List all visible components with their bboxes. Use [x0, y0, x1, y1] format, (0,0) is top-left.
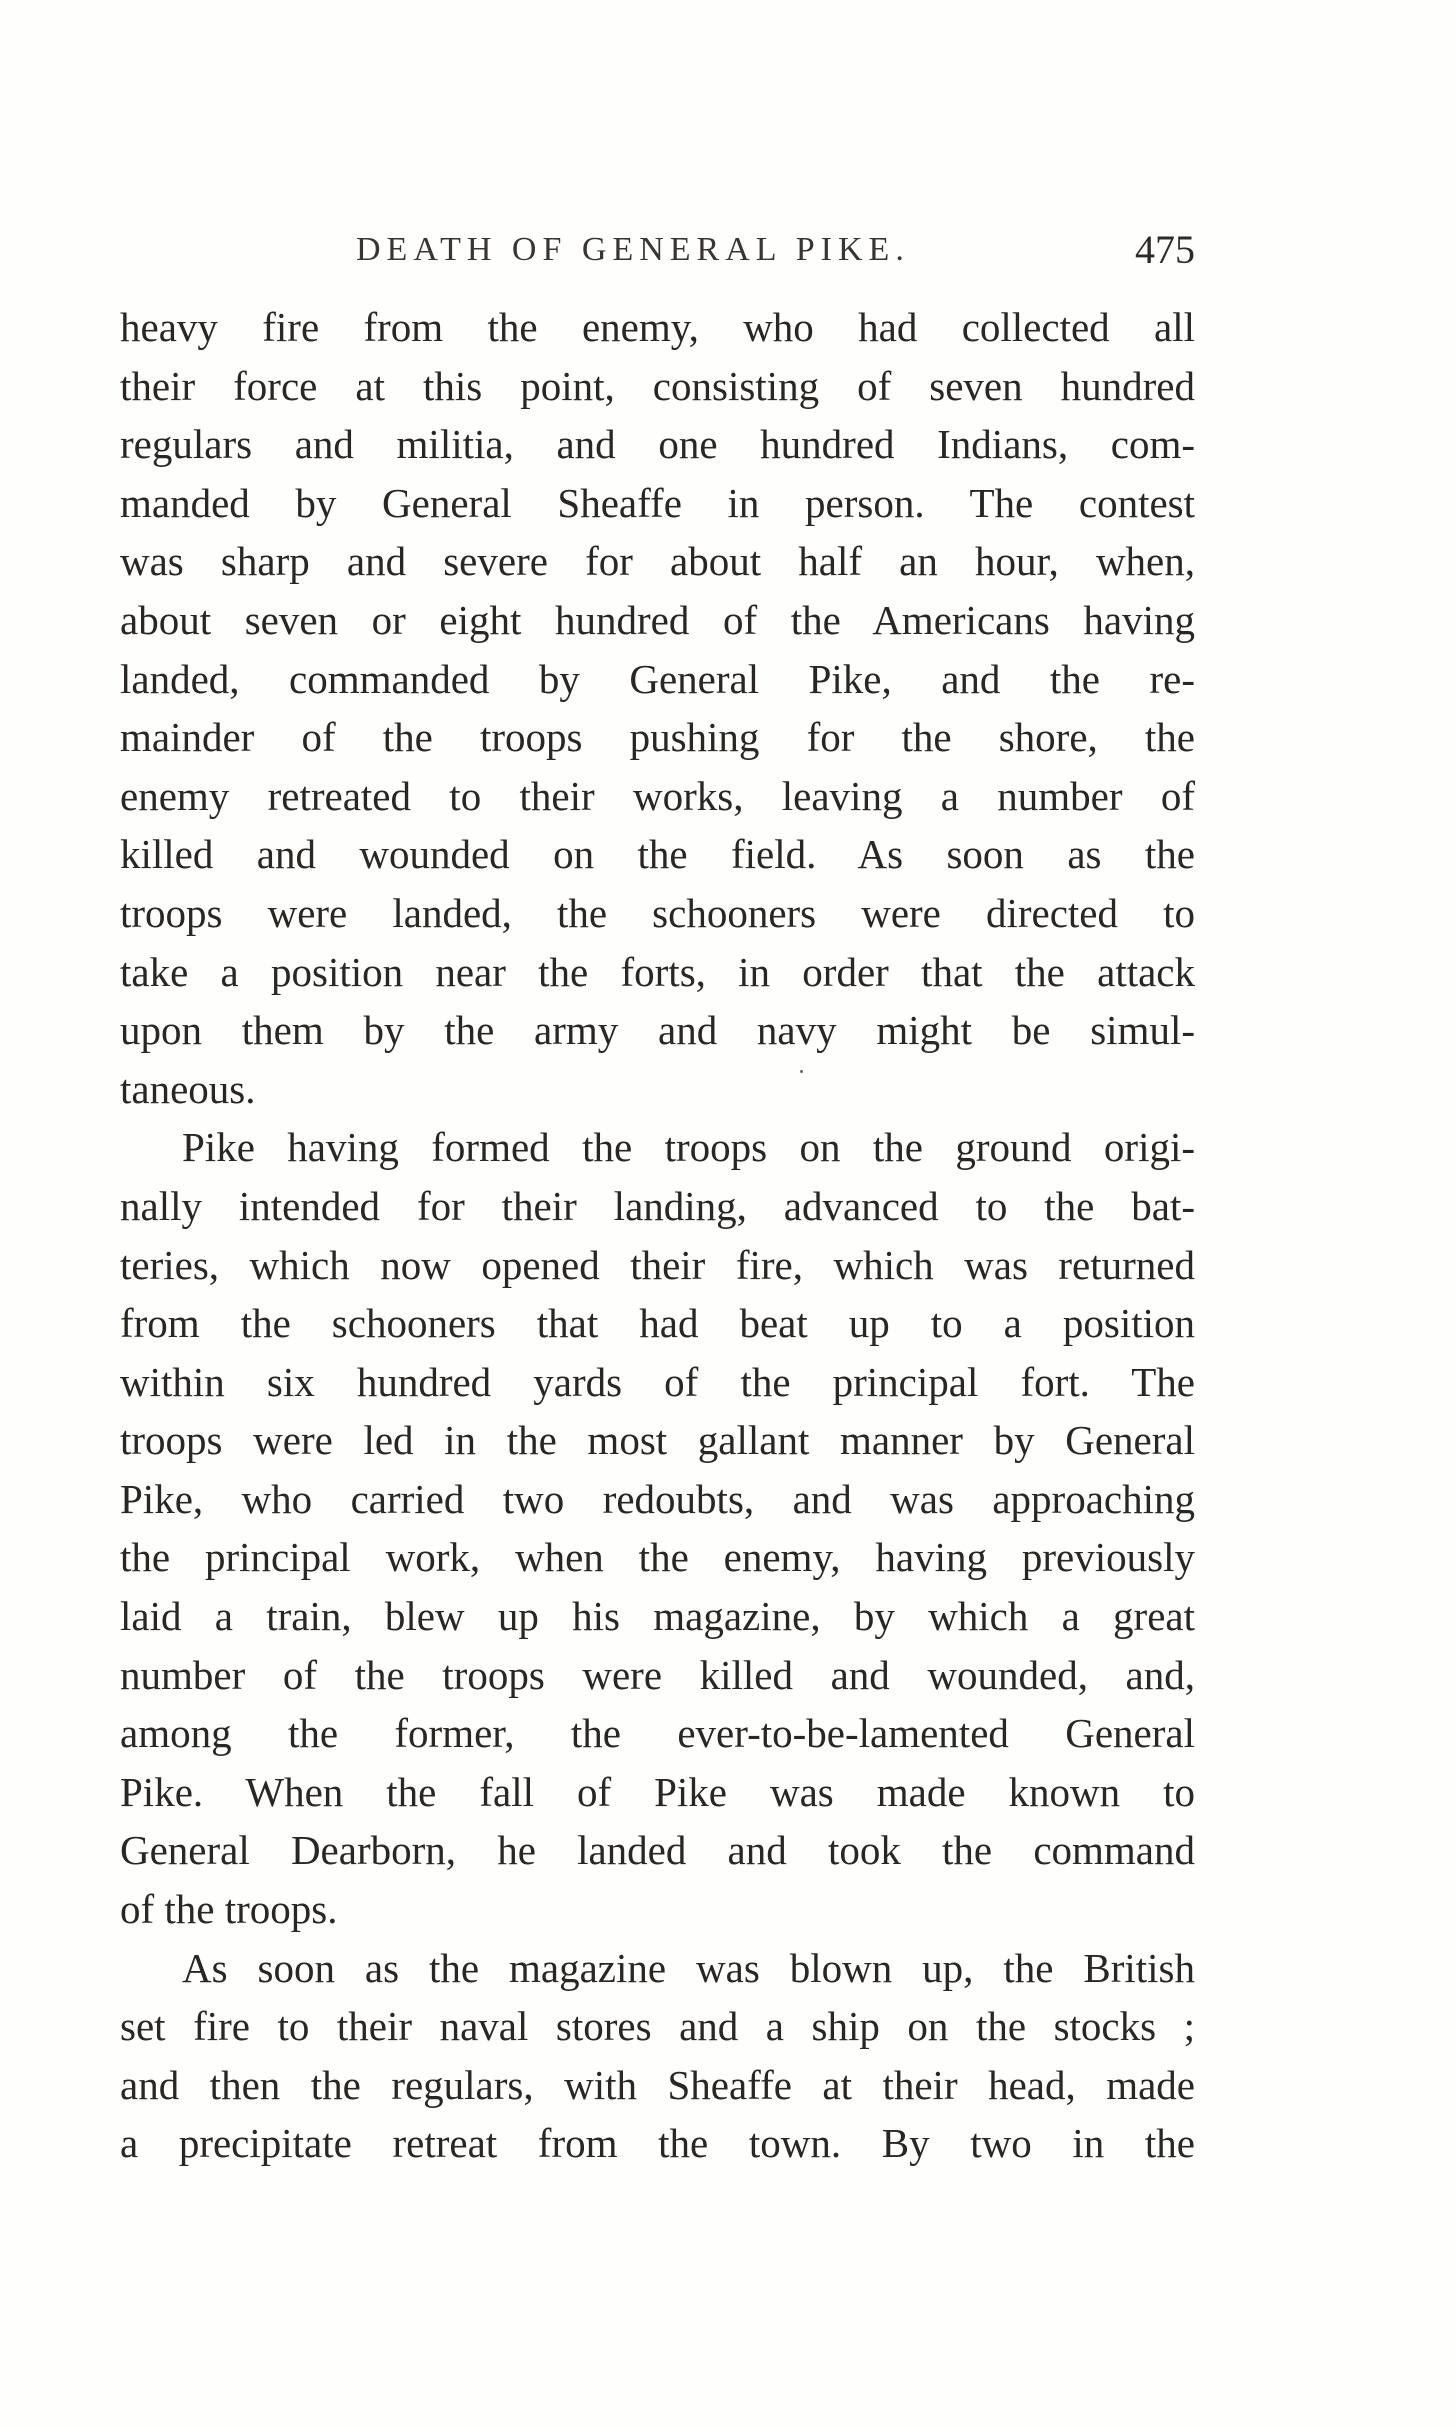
text-line: killed and wounded on the field. As soon as the: [120, 831, 1195, 878]
page-number: 475: [1135, 227, 1195, 272]
text-line: Pike. When the fall of Pike was made known to: [120, 1768, 1195, 1815]
text-line: laid a train, blew up his magazine, by which a great: [120, 1593, 1195, 1640]
text-line: about seven or eight hundred of the Americans having: [120, 596, 1195, 643]
body-text: [120, 298, 1195, 2173]
ink-speck: [800, 1070, 803, 1073]
text-line: landed, commanded by General Pike, and the re-: [120, 655, 1195, 702]
text-line: enemy retreated to their works, leaving a number of: [120, 772, 1195, 819]
text-line: among the former, the ever-to-be-lamented General: [120, 1710, 1195, 1757]
text-line: nally intended for their landing, advanced to the bat-: [120, 1182, 1195, 1229]
text-line: set fire to their naval stores and a ship on the stocks ;: [120, 2003, 1195, 2050]
text-line: within six hundred yards of the principal fort. The: [120, 1358, 1195, 1405]
text-line: was sharp and severe for about half an hour, when,: [120, 538, 1195, 585]
paragraph: [120, 1939, 1195, 2173]
text-line: the principal work, when the enemy, having previously: [120, 1534, 1195, 1581]
text-line: troops were led in the most gallant manner by General: [120, 1417, 1195, 1464]
text-line: and then the regulars, with Sheaffe at their head, made: [120, 2061, 1195, 2108]
text-line: troops were landed, the schooners were directed to: [120, 889, 1195, 936]
text-line: As soon as the magazine was blown up, the British: [182, 1944, 1195, 1991]
text-line: Pike having formed the troops on the ground origi-: [182, 1124, 1195, 1171]
text-line: of the troops.: [120, 1886, 338, 1933]
running-title: DEATH OF GENERAL PIKE.: [356, 231, 910, 268]
text-line: manded by General Sheaffe in person. The contest: [120, 479, 1195, 526]
paragraph: [120, 1118, 1195, 1938]
text-line: taneous.: [120, 1065, 256, 1112]
text-line: Pike, who carried two redoubts, and was approaching: [120, 1475, 1195, 1522]
text-line: their force at this point, consisting of seven hundred: [120, 362, 1195, 409]
text-line: upon them by the army and navy might be simul-: [120, 1007, 1195, 1054]
text-line: mainder of the troops pushing for the shore, the: [120, 714, 1195, 761]
text-line: a precipitate retreat from the town. By two in the: [120, 2120, 1195, 2167]
text-line: number of the troops were killed and wounded, and,: [120, 1651, 1195, 1698]
text-line: take a position near the forts, in order that the attack: [120, 948, 1195, 995]
text-line: regulars and militia, and one hundred Indians, com-: [120, 421, 1195, 468]
text-line: teries, which now opened their fire, which was returned: [120, 1241, 1195, 1288]
text-line: heavy fire from the enemy, who had collected all: [120, 304, 1195, 350]
paragraph: [120, 298, 1195, 1118]
text-line: from the schooners that had beat up to a position: [120, 1300, 1195, 1347]
text-line: General Dearborn, he landed and took the command: [120, 1827, 1195, 1874]
page-header: [120, 225, 1195, 275]
